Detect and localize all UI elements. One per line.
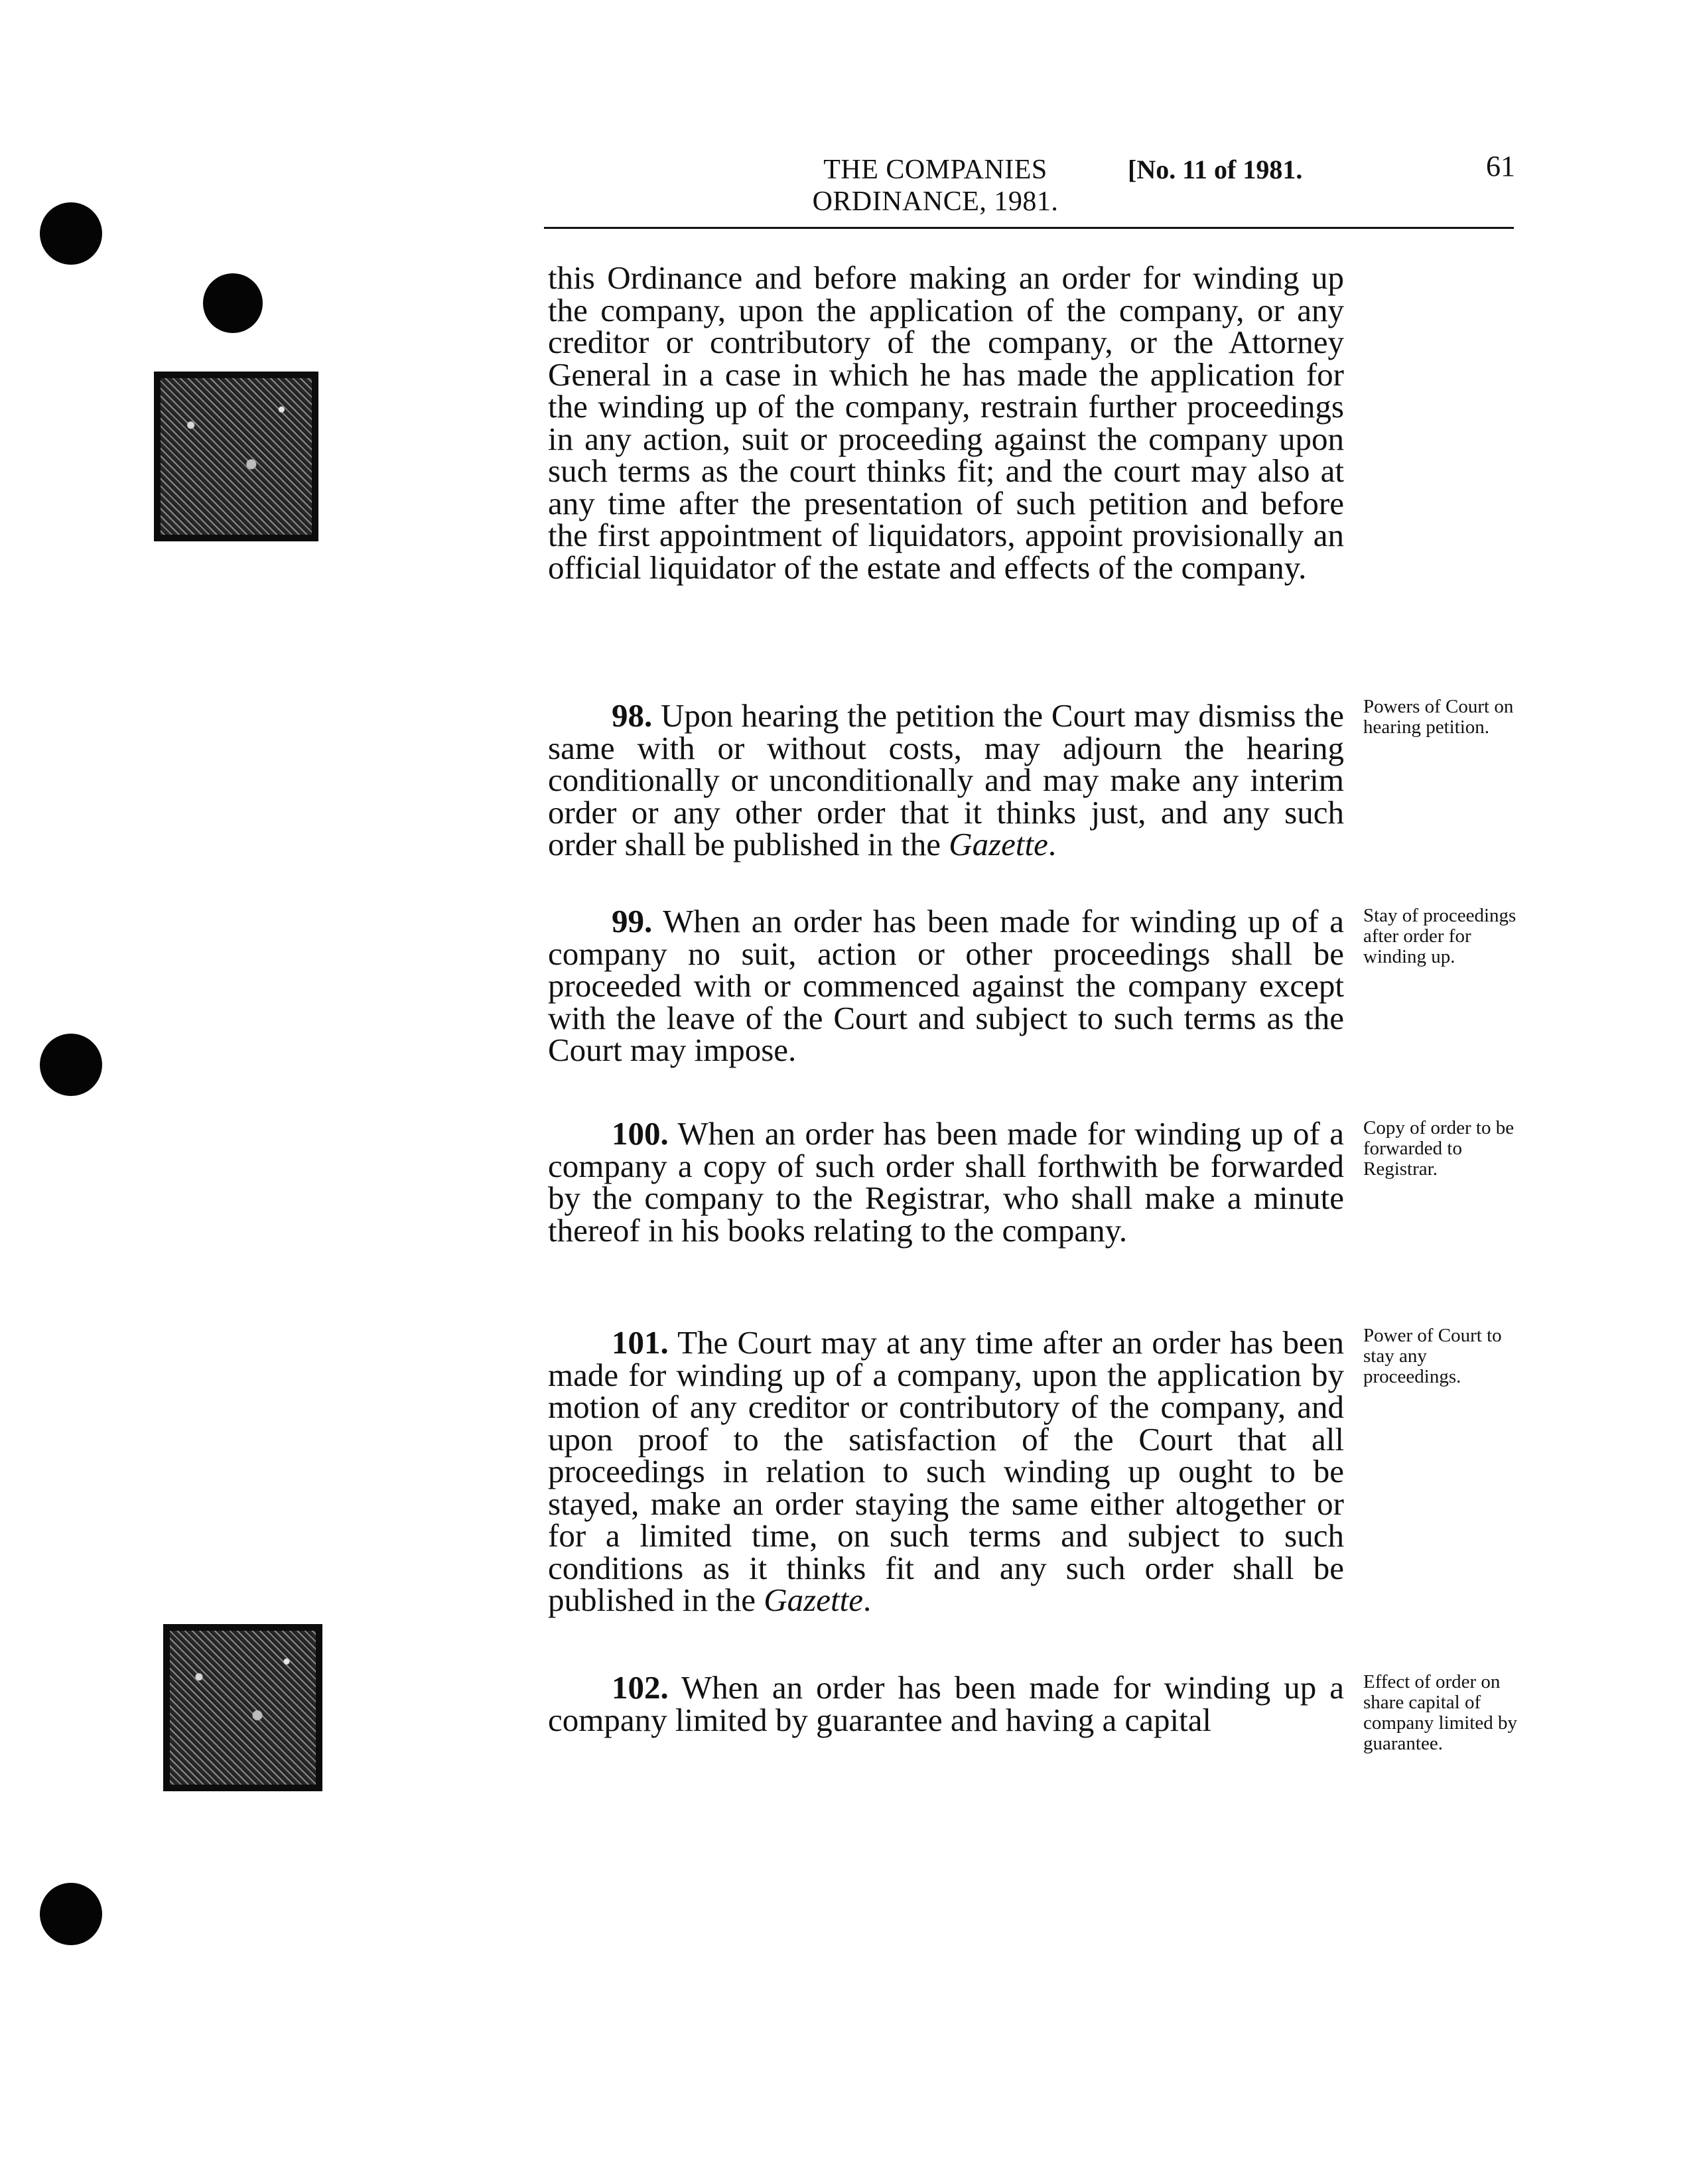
scan-mark (163, 1624, 322, 1791)
punch-hole (40, 202, 102, 265)
margin-note-99: Stay of proceedings after order for winding up. (1363, 905, 1516, 967)
gazette-reference: Gazette (764, 1582, 863, 1618)
scan-mark (154, 372, 318, 541)
section-number: 100. (612, 1115, 669, 1152)
gazette-reference: Gazette (949, 826, 1048, 862)
section-99 (548, 903, 1344, 1068)
running-title (803, 154, 1068, 218)
section-text: When an order has been made for winding up of a company a copy of such order shall forthwith be forwarded by the company to the Registrar, who shall make a minute thereof in his books relating to the company. (548, 1115, 1344, 1249)
punch-hole (40, 1883, 102, 1945)
margin-note-101: Power of Court to stay any proceedings. (1363, 1325, 1502, 1387)
section-text: When an order has been made for winding up a company limited by guarantee and having a capital (548, 1669, 1344, 1738)
punch-hole (40, 1034, 102, 1096)
section-text-end: . (1047, 826, 1057, 862)
header-rule (544, 227, 1514, 229)
section-text-end: . (862, 1582, 872, 1618)
margin-note-102: Effect of order on share capital of company limited by guarantee. (1363, 1671, 1517, 1754)
section-98 (548, 697, 1344, 862)
section-text: this Ordinance and before making an order for winding up the company, upon the application of the company, or any creditor or contributory of the company, or the Attorney General in a case in which he has made the application for the winding up of the company, restrain further proceedings in any action, suit or proceeding against the company upon such terms as the court thinks fit; and the court may also at any time after the presentation of such petition and before the first appointment of liquidators, appoint provisionally an official liquidator of the estate and effects of the company. (548, 259, 1344, 586)
section-102 (548, 1669, 1344, 1738)
section-101 (548, 1324, 1344, 1618)
page-number: 61 (1486, 150, 1515, 182)
section-number: 101. (612, 1324, 669, 1361)
running-title-line-2: ORDINANCE, 1981. (812, 186, 1059, 217)
binding-hole (203, 273, 263, 333)
section-100 (548, 1115, 1344, 1249)
section-text: When an order has been made for winding up of a company no suit, action or other proceedings shall be proceeded with or commenced against the company except with the leave of the Court and subject to such terms as the Court may impose. (548, 903, 1344, 1068)
margin-note-100: Copy of order to be forwarded to Registrar. (1363, 1117, 1515, 1180)
ordinance-number: [No. 11 of 1981. (1128, 155, 1303, 184)
section-number: 99. (612, 903, 653, 939)
margin-note-98: Powers of Court on hearing petition. (1363, 696, 1514, 738)
section-text: Upon hearing the petition the Court may dismiss the same with or without costs, may adjourn the hearing conditionally or unconditionally and may make any interim order or any other order that it thinks just, and any such order shall be published in the (548, 697, 1344, 862)
section-continuation (548, 259, 1344, 586)
running-title-line-1: THE COMPANIES (823, 155, 1047, 185)
section-text: The Court may at any time after an order has been made for winding up of a company, upon the application by motion of any creditor or contributory of the company, and upon proof to the satisfaction of the Court that all proceedings in relation to such winding up ought to be stayed, make an order staying the same either altogether or for a limited time, on such terms and subject to such conditions as it thinks fit and any such order shall be published in the (548, 1324, 1344, 1618)
section-number: 98. (612, 697, 653, 734)
section-number: 102. (612, 1669, 669, 1706)
